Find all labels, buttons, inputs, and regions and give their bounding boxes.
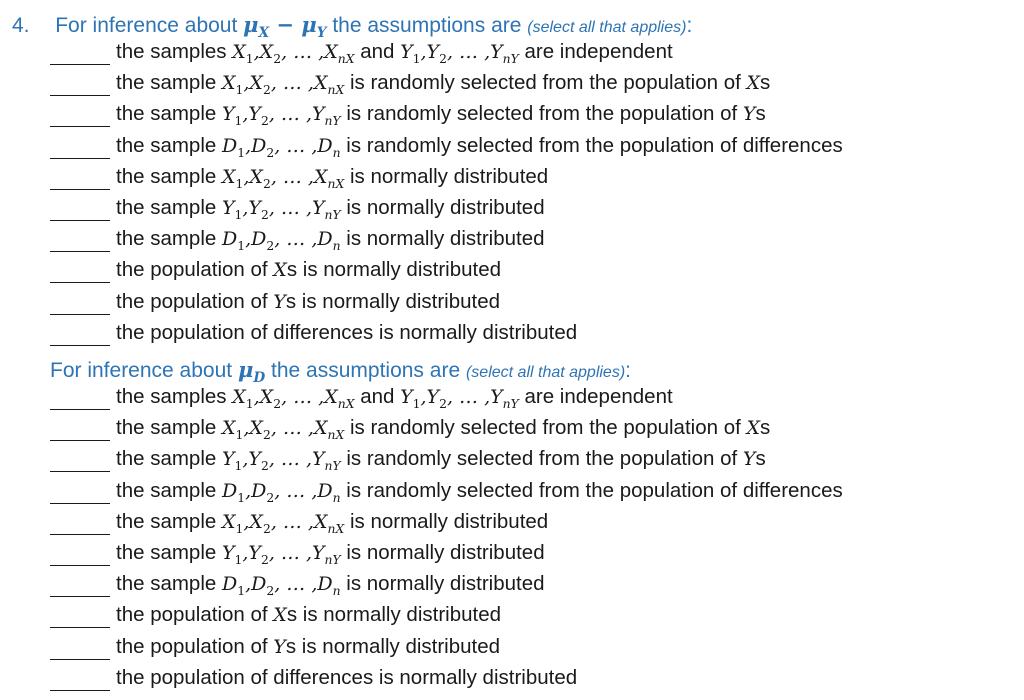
assumption-text: the population of Ys is normally distributed [116,289,501,313]
answer-blank[interactable] [50,282,110,283]
header-prefix: For inference about [55,14,238,37]
assumption-text: the population of Xs is normally distributed [116,258,502,282]
answer-blank[interactable] [50,220,110,221]
assumption-row [50,320,1010,353]
assumption-row [50,665,1010,698]
header-symbol: $\mu_D$ [237,357,266,387]
assumption-text: the sample $Y_1,Y_2$, … $,Y_{nY}$ is normally distributed [116,541,545,567]
assumption-text: the population of Ys is normally distributed [116,634,501,658]
assumption-row [50,260,1010,290]
assumption-row [50,574,1010,604]
answer-blank[interactable] [50,440,110,441]
answer-blank[interactable] [50,690,110,691]
assumption-row [50,42,1010,72]
answer-blank[interactable] [50,409,110,410]
answer-blank[interactable] [50,471,110,472]
answer-blank[interactable] [50,314,110,315]
assumption-row [50,478,1010,511]
assumption-text: the population of differences is normally distributed [116,320,578,344]
assumption-text: the sample $D_1,D_2$, … $,D_n$ is randomly selected from the population of differences [116,478,843,505]
header-prefix: For inference about [50,359,233,382]
assumption-row [50,104,1010,134]
assumption-row [50,634,1010,667]
assumption-text: the samples $X_1,X_2$, … $,X_{nX}$ and $Y_1,Y_2$, … $,Y_{nY}$ are independent [116,40,673,66]
header-suffix: the assumptions are [332,14,522,37]
header-suffix: the assumptions are [271,359,461,382]
assumption-text: the sample $D_1,D_2$, … $,D_n$ is normally distributed [116,572,545,598]
assumption-text: the sample $Y_1,Y_2$, … $,Y_{nY}$ is randomly selected from the population of Ys [116,102,766,129]
answer-blank[interactable] [50,189,110,190]
answer-blank[interactable] [50,503,110,504]
header-note: (select all that applies) [465,364,626,381]
assumption-row [50,449,1010,479]
assumption-text: the samples $X_1,X_2$, … $,X_{nX}$ and $Y_1,Y_2$, … $,Y_{nY}$ are independent [116,385,673,411]
answer-blank[interactable] [50,95,110,96]
assumption-text: the population of differences is normally distributed [116,665,578,689]
assumption-text: the sample $D_1,D_2$, … $,D_n$ is randomly selected from the population of differences [116,133,843,160]
assumption-text: the sample $Y_1,Y_2$, … $,Y_{nY}$ is normally distributed [116,196,545,222]
assumption-row [50,198,1010,228]
question-number: 4. [12,14,30,37]
answer-blank[interactable] [50,64,110,65]
assumption-row [50,605,1010,635]
answer-blank[interactable] [50,659,110,660]
assumption-row [50,509,1010,542]
assumption-row [50,418,1010,448]
header-colon: : [686,14,693,37]
assumption-row [50,164,1010,197]
answer-blank[interactable] [50,596,110,597]
question-header [12,14,692,41]
answer-blank[interactable] [50,158,110,159]
assumption-text: the sample $D_1,D_2$, … $,D_n$ is normally distributed [116,227,545,253]
question-header [50,359,631,386]
assumption-row [50,387,1010,417]
assumption-row [50,289,1010,322]
assumption-text: the sample $X_1,X_2$, … $,X_{nX}$ is normally distributed [116,164,549,191]
answer-blank[interactable] [50,565,110,566]
header-symbol: $\mu_X - \mu_Y$ [243,12,327,42]
assumption-text: the sample $X_1,X_2$, … $,X_{nX}$ is randomly selected from the population of Xs [116,71,771,97]
header-colon: : [625,359,631,382]
answer-blank[interactable] [50,126,110,127]
assumption-text: the sample $X_1,X_2$, … $,X_{nX}$ is randomly selected from the population of Xs [116,416,771,442]
answer-blank[interactable] [50,627,110,628]
answer-blank[interactable] [50,534,110,535]
assumption-row [50,133,1010,166]
assumption-row [50,543,1010,573]
assumption-text: the population of Xs is normally distributed [116,603,502,627]
answer-blank[interactable] [50,345,110,346]
assumption-row [50,73,1010,103]
assumption-row [50,229,1010,259]
answer-blank[interactable] [50,251,110,252]
assumption-text: the sample $Y_1,Y_2$, … $,Y_{nY}$ is randomly selected from the population of Ys [116,447,766,474]
assumption-text: the sample $X_1,X_2$, … $,X_{nX}$ is normally distributed [116,509,549,536]
header-note: (select all that applies) [527,19,687,36]
